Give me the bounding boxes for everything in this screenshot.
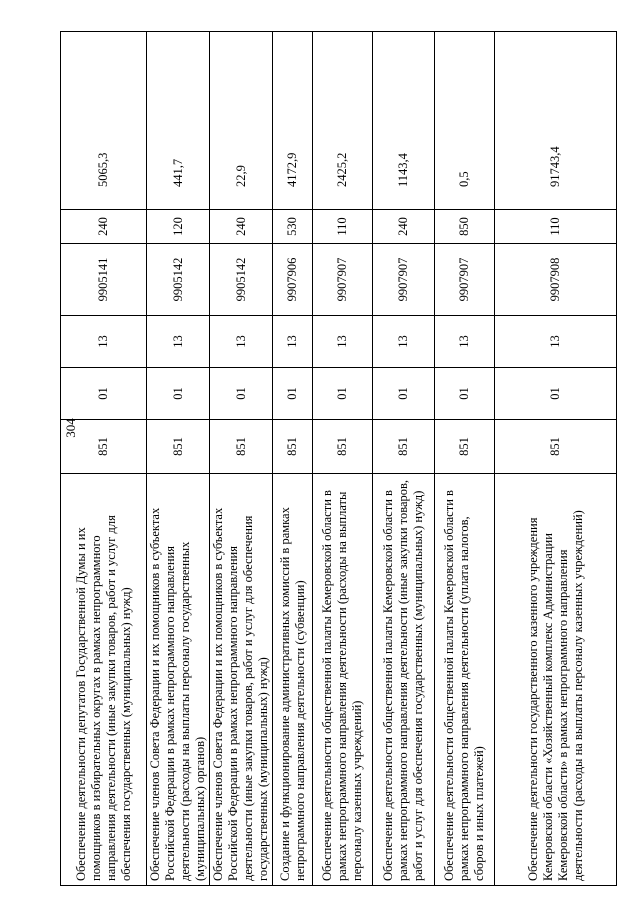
row-amount: 0,5 [435,32,495,210]
rotated-content [60,32,610,886]
row-description: Обеспечение членов Совета Федерации и их помощников в субъектах Российской Федерации в рамках непрограммного направления деятельности (иные закупки товаров, работ и услуг для обеспечения государственных (муниципальных) нужд) [210,474,273,886]
row-rz: 01 [495,368,617,420]
row-amount: 91743,4 [495,32,617,210]
row-ved: 851 [147,420,210,474]
row-csr: 9907908 [495,244,617,316]
row-description: Создание и функционирование административных комиссий в рамках непрограммного направления деятельности (субвенции) [273,474,313,886]
row-csr: 9907906 [273,244,313,316]
table-row [147,32,210,886]
rotated-page [60,32,610,886]
row-rz: 01 [313,368,373,420]
table-row [273,32,313,886]
row-description: Обеспечение деятельности государственного казенного учреждения Кемеровской области «Хозяйственный комплекс Администрации Кемеровской области» в рамках непрограммного направления деятельности (расходы на выплаты персоналу казенных учреждений) [495,474,617,886]
row-pr: 13 [373,316,435,368]
row-rz: 01 [210,368,273,420]
row-pr: 13 [147,316,210,368]
row-rz: 01 [373,368,435,420]
row-csr: 9907907 [313,244,373,316]
row-ved: 851 [61,420,147,474]
row-pr: 13 [435,316,495,368]
row-vr: 110 [313,210,373,244]
row-description: Обеспечение членов Совета Федерации и их помощников в субъектах Российской Федерации в рамках непрограммного направления деятельности (расходы на выплаты персоналу государственных (муниципальных) органов) [147,474,210,886]
row-vr: 120 [147,210,210,244]
row-amount: 4172,9 [273,32,313,210]
row-vr: 850 [435,210,495,244]
row-csr: 9907907 [373,244,435,316]
budget-table [60,31,617,886]
row-pr: 13 [210,316,273,368]
row-vr: 240 [61,210,147,244]
row-pr: 13 [495,316,617,368]
row-csr: 9905141 [61,244,147,316]
row-ved: 851 [273,420,313,474]
row-csr: 9905142 [210,244,273,316]
page-number: 304 [63,418,78,438]
row-amount: 441,7 [147,32,210,210]
row-amount: 2425,2 [313,32,373,210]
row-vr: 240 [210,210,273,244]
row-rz: 01 [273,368,313,420]
table-row [435,32,495,886]
table-row [210,32,273,886]
row-ved: 851 [495,420,617,474]
row-description: Обеспечение деятельности общественной палаты Кемеровской области в рамках непрограммного направления деятельности (уплата налогов, сборов и иных платежей) [435,474,495,886]
row-rz: 01 [435,368,495,420]
row-description: Обеспечение деятельности общественной палаты Кемеровской области в рамках непрограммного направления деятельности (расходы на выплаты персоналу казенных учреждений) [313,474,373,886]
row-pr: 13 [273,316,313,368]
row-vr: 240 [373,210,435,244]
row-ved: 851 [210,420,273,474]
row-rz: 01 [147,368,210,420]
table-row [373,32,435,886]
row-description: Обеспечение деятельности общественной палаты Кемеровской области в рамках непрограммного направления деятельности (иные закупки товаров, работ и услуг для обеспечения государственных (муниципальных) нужд) [373,474,435,886]
table-row [313,32,373,886]
table-row [61,32,147,886]
row-amount: 1143,4 [373,32,435,210]
row-pr: 13 [61,316,147,368]
row-csr: 9905142 [147,244,210,316]
row-ved: 851 [313,420,373,474]
row-pr: 13 [313,316,373,368]
table-row [495,32,617,886]
row-vr: 110 [495,210,617,244]
row-amount: 5065,3 [61,32,147,210]
row-description: Обеспечение деятельности депутатов Государственной Думы и их помощников в избирательных округах в рамках непрограммного направления деятельности (иные закупки товаров, работ и услуг для обеспечения государственных (муниципальных) нужд) [61,474,147,886]
row-ved: 851 [435,420,495,474]
row-ved: 851 [373,420,435,474]
row-csr: 9907907 [435,244,495,316]
row-amount: 22,9 [210,32,273,210]
row-rz: 01 [61,368,147,420]
row-vr: 530 [273,210,313,244]
